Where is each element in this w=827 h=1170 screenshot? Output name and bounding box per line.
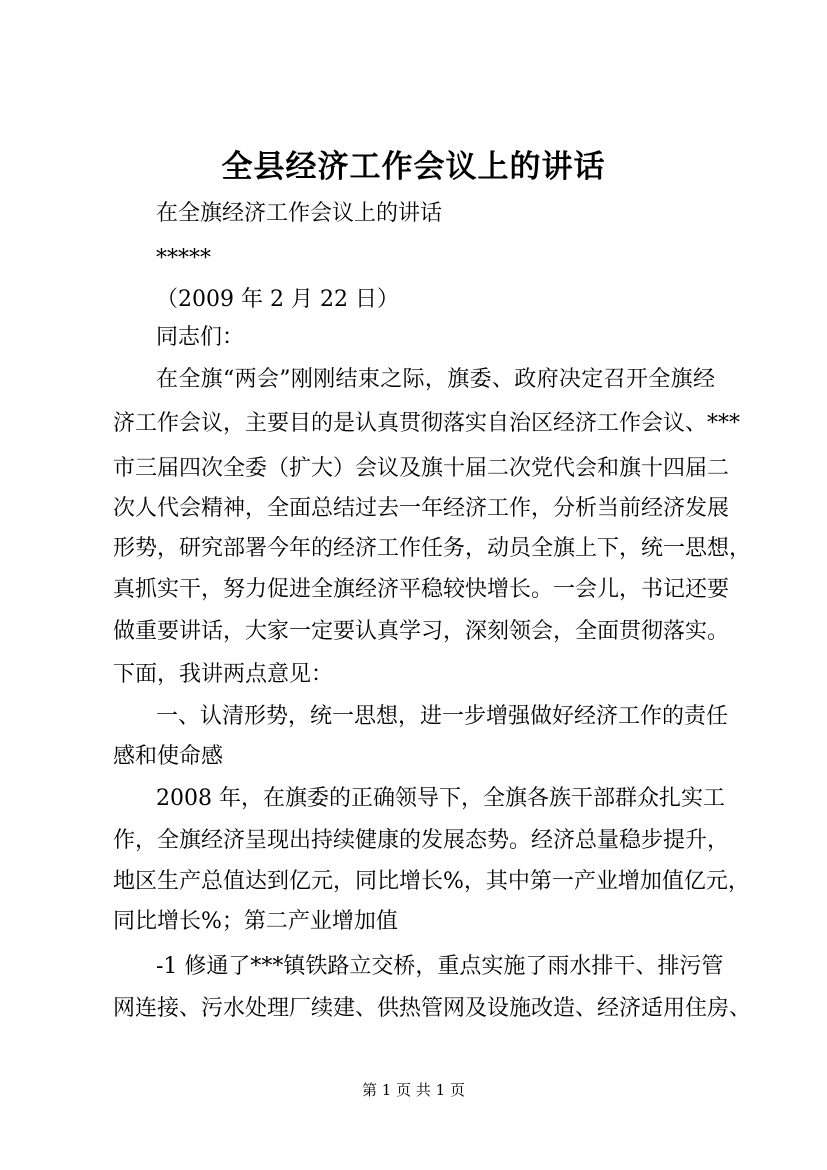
paragraph-line: 真抓实干，努力促进全旗经济平稳较快增长。一会儿，书记还要 [113,577,730,602]
section-heading-line: 一、认清形势，统一思想，进一步增强做好经济工作的责任 [156,704,729,729]
paragraph-line: 在全旗“两会”刚刚结束之际，旗委、政府决定召开全旗经 [156,367,715,392]
paragraph-line: 次人代会精神，全面总结过去一年经济工作，分析当前经济发展 [113,496,730,521]
paragraph-line: 下面，我讲两点意见： [113,662,334,687]
document-title: 全县经济工作会议上的讲话 [221,149,606,185]
section-heading-line: 感和使命感 [113,744,224,769]
speech-date: （2009 年 2 月 22 日） [156,287,399,312]
page-number-footer: 第 1 页 共 1 页 [362,1081,465,1099]
paragraph-line: 2008 年，在旗委的正确领导下，全旗各族干部群众扎实工 [156,786,725,811]
paragraph-line: 做重要讲话，大家一定要认真学习，深刻领会，全面贯彻落实。 [113,619,730,644]
paragraph-line: 同比增长%；第二产业增加值 [113,909,398,934]
paragraph-line: 市三届四次全委（扩大）会议及旗十届二次党代会和旗十四届二 [113,456,730,481]
speaker-name: ***** [156,246,211,271]
paragraph-line: -1 修通了***镇铁路立交桥，重点实施了雨水排干、排污管 [156,954,724,979]
subtitle: 在全旗经济工作会议上的讲话 [156,201,443,226]
paragraph-line: 网连接、污水处理厂续建、供热管网及设施改造、经济适用住房、 [113,996,752,1021]
paragraph-line: 地区生产总值达到亿元，同比增长%，其中第一产业增加值亿元， [113,869,750,894]
paragraph-line: 形势，研究部署今年的经济工作任务，动员全旗上下，统一思想， [113,536,752,561]
salutation: 同志们： [156,325,245,350]
paragraph-line: 作，全旗经济呈现出持续健康的发展态势。经济总量稳步提升， [113,828,730,853]
paragraph-line: 济工作会议，主要目的是认真贯彻落实自治区经济工作会议、*** [113,411,741,436]
